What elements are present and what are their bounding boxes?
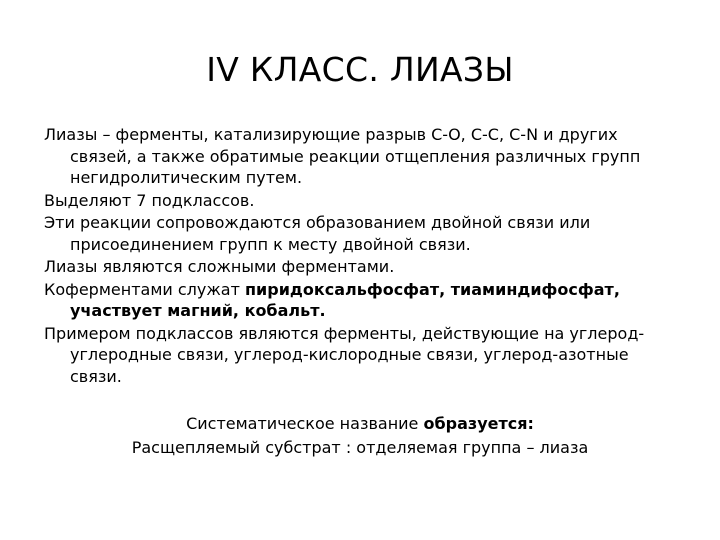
paragraph-reactions: Эти реакции сопровождаются образованием двойной связи или присоединением групп к месту двойной связи.	[44, 213, 591, 254]
naming-rule-heading	[0, 412, 720, 436]
naming-rule	[0, 412, 720, 460]
paragraph-complex-enzymes: Лиазы являются сложными ферментами.	[44, 257, 395, 276]
naming-rule-heading-bold: образуется:	[423, 414, 534, 433]
paragraph-definition: Лиазы – ферменты, катализирующие разрыв С-О, С-С, С-N и других связей, а также обратимые реакции отщепления различных групп негидролитическим путем.	[44, 125, 641, 187]
naming-rule-heading-text: Систематическое название	[186, 414, 424, 433]
slide-title: IV КЛАСС. ЛИАЗЫ	[206, 50, 514, 89]
naming-rule-formula: Расщепляемый субстрат : отделяемая группа – лиаза	[131, 438, 589, 457]
coenzymes-list: пиридоксальфосфат, тиаминдифосфат, участвует магний, кобальт.	[70, 279, 620, 320]
slide-body	[44, 124, 684, 388]
paragraph-subclass-examples: Примером подклассов являются ферменты, действующие на углерод-углеродные связи, углерод-кислородные связи, углерод-азотные связи.	[44, 323, 645, 386]
paragraph-coenzymes	[44, 279, 684, 322]
coenzymes-prefix: Коферментами служат	[44, 279, 245, 299]
paragraph-subclasses: Выделяют 7 подклассов.	[44, 190, 255, 210]
